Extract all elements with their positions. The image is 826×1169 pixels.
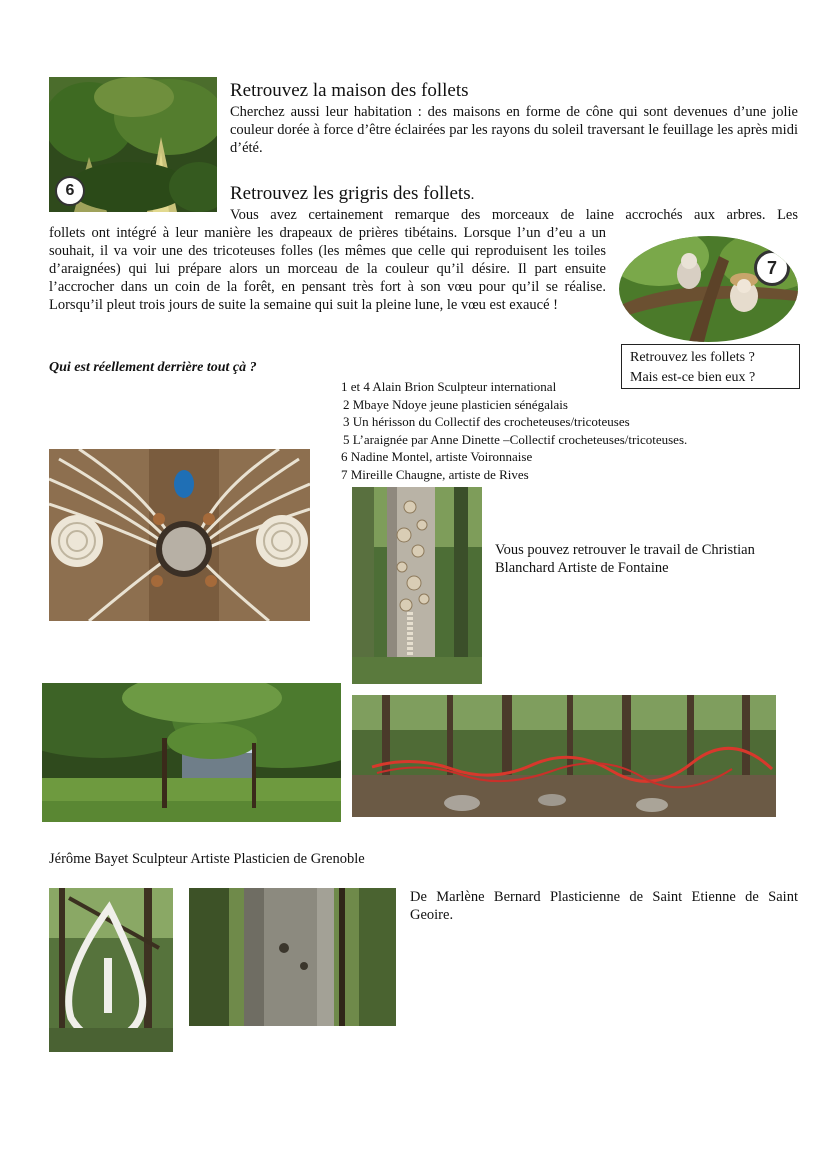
question-heading: Qui est réellement derrière tout çà ?	[49, 360, 257, 375]
red-wool-forest-photo	[352, 695, 776, 817]
credit-line: 1 et 4 Alain Brion Sculpteur international	[341, 379, 557, 394]
section2-title-text: Retrouvez les grigris des follets	[230, 183, 471, 204]
cone-houses-photo	[49, 77, 217, 212]
forest-arch-photo	[42, 683, 341, 822]
section2-title	[230, 183, 474, 206]
tree-trunk-photo	[189, 888, 396, 1026]
credit-line: 3 Un hérisson du Collectif des crocheteuses/tricoteuses	[343, 414, 630, 429]
section1-text: Cherchez aussi leur habitation : des maisons en forme de cône qui sont devenues d’une jolie couleur dorée à force d’être éclairées par les rayons du soleil traversant le feuillage les après midi d’été.	[230, 104, 798, 156]
credits-list	[341, 378, 687, 483]
section2-text-top: Vous avez certainement remarque des morceaux de laine accrochés aux arbres. Les	[230, 207, 798, 223]
section2-title-end: .	[470, 187, 475, 203]
follets-in-tree-photo	[619, 236, 798, 342]
credit-line: 2 Mbaye Ndoye jeune plasticien sénégalais	[343, 396, 568, 412]
credit-line: 5 L’araignée par Anne Dinette –Collectif crocheteuses/tricoteuses.	[343, 431, 688, 447]
section1-title: Retrouvez la maison des follets	[230, 80, 469, 101]
callout-line1: Retrouvez les follets ?	[630, 350, 755, 365]
marlene-credit: De Marlène Bernard Plasticienne de Saint Etienne de Saint Geoire.	[410, 889, 798, 923]
tree-discs-sculpture-photo	[352, 487, 482, 684]
credit-line: 6 Nadine Montel, artiste Voironnaise	[341, 449, 533, 464]
credit-line: 7 Mireille Chaugne, artiste de Rives	[341, 466, 529, 482]
badge-7: 7	[754, 250, 790, 286]
christian-credit: Vous pouvez retrouver le travail de Christian Blanchard Artiste de Fontaine	[495, 542, 755, 576]
callout-line2: Mais est-ce bien eux ?	[630, 370, 756, 385]
badge-6: 6	[55, 176, 85, 206]
tree-spiral-sculpture-photo	[49, 449, 310, 621]
section2-text: follets ont intégré à leur manière les drapeaux de prières tibétains. Lorsque l’un d’eu a un souhait, il va voir une des tricoteuses folles (les mêmes que celle qui reproduisent les toiles d’araignées) qui lui prépare alors un morceau de la couleur qu’il désire. Il part ensuite l’accrocher dans un coin de la forêt, en pensant très fort à son vœu pour qu’il se réalise. Lorsqu’il pleut trois jours de suite la semaine qui suit la pleine lune, le vœu est exaucé !	[49, 225, 606, 313]
teardrop-sculpture-photo	[49, 888, 173, 1052]
jerome-credit: Jérôme Bayet Sculpteur Artiste Plasticien de Grenoble	[49, 851, 365, 867]
